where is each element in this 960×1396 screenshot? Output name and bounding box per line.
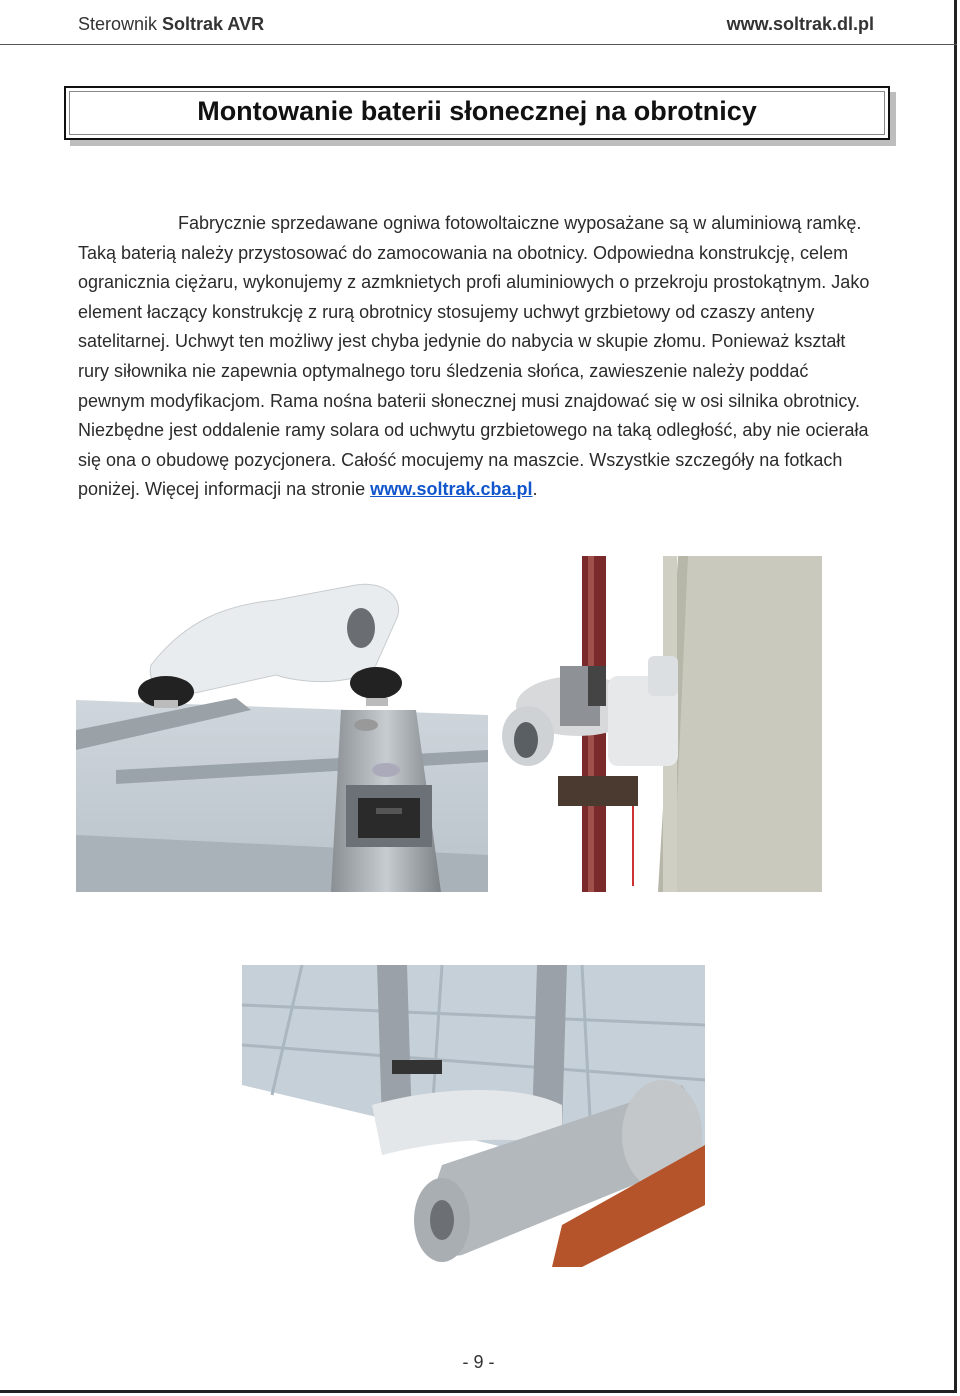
page-header [78, 14, 874, 40]
header-product-prefix: Sterownik [78, 14, 163, 34]
photo-clamp-under-panel [242, 965, 705, 1267]
body-paragraph-end: . [532, 479, 538, 500]
page-number: - 9 - [462, 1352, 495, 1372]
header-divider [0, 44, 957, 45]
header-left [78, 14, 264, 35]
website-link[interactable]: www.soltrak.cba.pl [370, 479, 533, 500]
photo-bracket-on-profile [76, 580, 488, 892]
title-box [64, 86, 890, 140]
body-paragraph [78, 209, 878, 505]
header-website: www.soltrak.dl.pl [726, 14, 874, 34]
body-paragraph-container [78, 209, 878, 505]
header-product-name: Soltrak AVR [162, 14, 265, 34]
photo-actuator-on-mast [498, 556, 822, 892]
body-paragraph-text: Fabrycznie sprzedawane ogniwa fotowoltaiczne wyposażane są w aluminiową ramkę. Taką baterią należy przystosować do zamocowania na obotnicy. Odpowiedna konstrukcję, celem ogranicznia ciężaru, wykonujemy z azmknietych profi aluminiowych o przekroju prostokątnym. Jako element łaczący konstrukcję z rurą obrotnicy stosujemy uchwyt grzbietowy od czaszy anteny satelitarnej. Uchwyt ten możliwy jest chyba jedynie do nabycia w skupie złomu. Ponieważ kształt rury siłownika nie zapewnia optymalnego toru śledzenia słońca, zawieszenie należy poddać pewnym modyfikacjom. Rama nośna baterii słonecznej musi znajdować się w osi silnika obrotnicy. Niezbędne jest oddalenie ramy solara od uchwytu grzbietowego na taką odległość, aby nie ocierała się ona o obudowę pozycjonera. Całość mocujemy na maszcie. Wszystkie szczegóły na fotkach poniżej. Więcej informacji na stronie [78, 213, 870, 500]
page-title: Montowanie baterii słonecznej na obrotnicy [197, 96, 757, 126]
